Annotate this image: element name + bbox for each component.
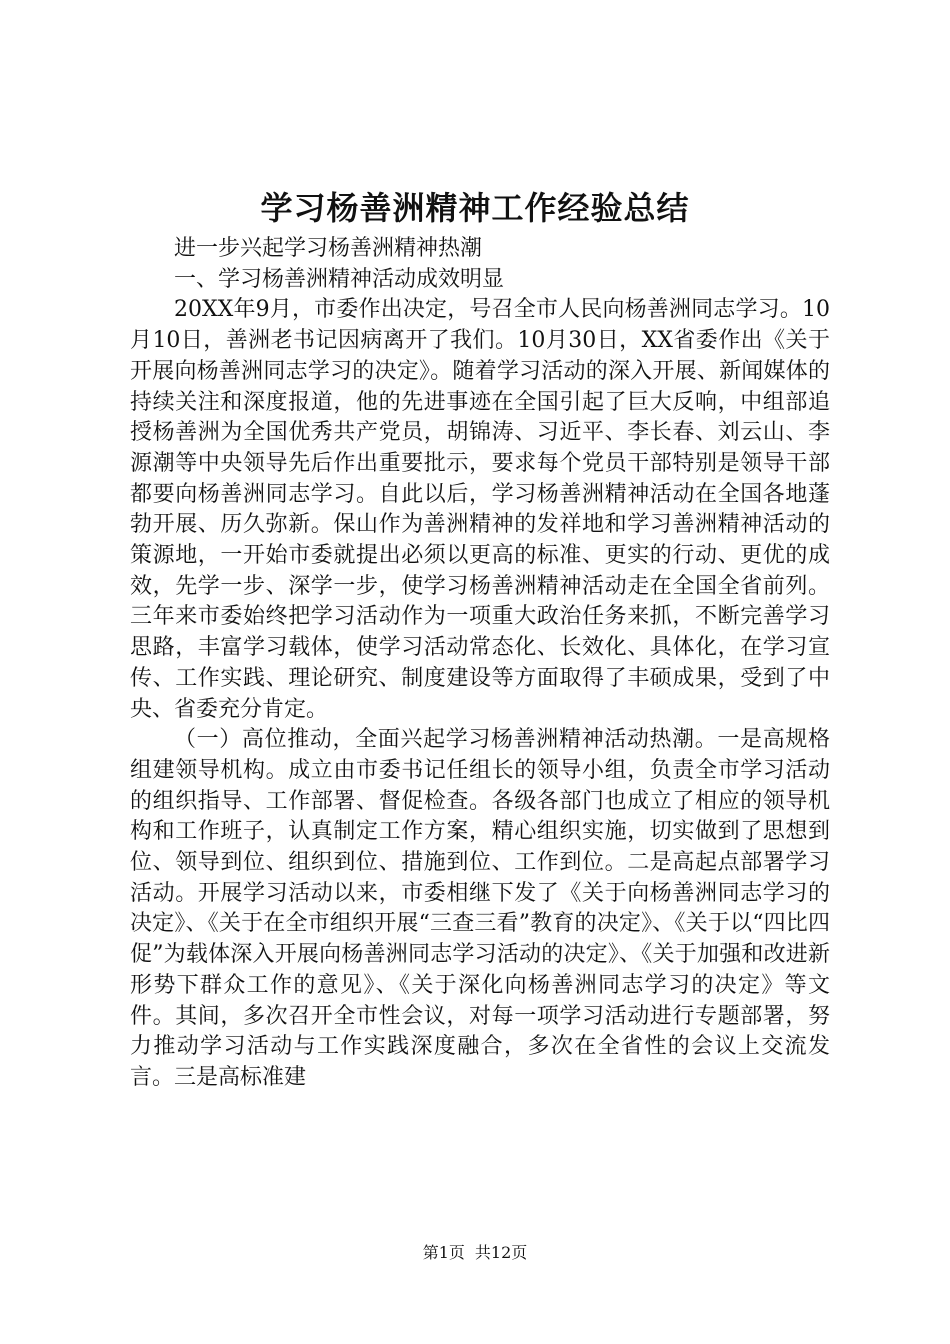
page-footer bbox=[0, 1242, 950, 1264]
page-number: 第1页 bbox=[422, 1243, 465, 1262]
section-heading: 一、学习杨善洲精神活动成效明显 bbox=[174, 266, 505, 292]
page-total: 共12页 bbox=[474, 1243, 528, 1262]
document-subtitle: 进一步兴起学习杨善洲精神热潮 bbox=[174, 236, 483, 261]
document-body bbox=[130, 234, 830, 1094]
document-title: 学习杨善洲精神工作经验总结 bbox=[260, 189, 690, 227]
body-paragraph: 20XX年9月，市委作出决定，号召全市人民向杨善洲同志学习。10月10日，善洲老书记因病离开了我们。10月30日，XX省委作出《关于开展向杨善洲同志学习的决定》。随着学习活动的深入开展、新闻媒体的持续关注和深度报道，他的先进事迹在全国引起了巨大反响，中组部追授杨善洲为全国优秀共产党员，胡锦涛、习近平、李长春、刘云山、李源潮等中央领导先后作出重要批示，要求每个党员干部特别是领导干部都要向杨善洲同志学习。自此以后，学习杨善洲精神活动在全国各地蓬勃开展、历久弥新。保山作为善洲精神的发祥地和学习善洲精神活动的策源地，一开始市委就提出必须以更高的标准、更实的行动、更优的成效，先学一步、深学一步，使学习杨善洲精神活动走在全国全省前列。三年来市委始终把学习活动作为一项重大政治任务来抓，不断完善学习思路，丰富学习载体，使学习活动常态化、长效化、具体化，在学习宣传、工作实践、理论研究、制度建设等方面取得了丰硕成果，受到了中央、省委充分肯定。 bbox=[130, 297, 830, 722]
body-paragraph: （一）高位推动，全面兴起学习杨善洲精神活动热潮。一是高规格组建领导机构。成立由市委书记任组长的领导小组，负责全市学习活动的组织指导、工作部署、督促检查。各级各部门也成立了相应的领导机构和工作班子，认真制定工作方案，精心组织实施，切实做到了思想到位、领导到位、组织到位、措施到位、工作到位。二是高起点部署学习活动。开展学习活动以来，市委相继下发了《关于向杨善洲同志学习的决定》、《关于在全市组织开展“三查三看”教育的决定》、《关于以“四比四促”为载体深入开展向杨善洲同志学习活动的决定》、《关于加强和改进新形势下群众工作的意见》、《关于深化向杨善洲同志学习的决定》等文件。其间，多次召开全市性会议，对每一项学习活动进行专题部署，努力推动学习活动与工作实践深度融合，多次在全省性的会议上交流发言。三是高标准建 bbox=[130, 727, 830, 1090]
